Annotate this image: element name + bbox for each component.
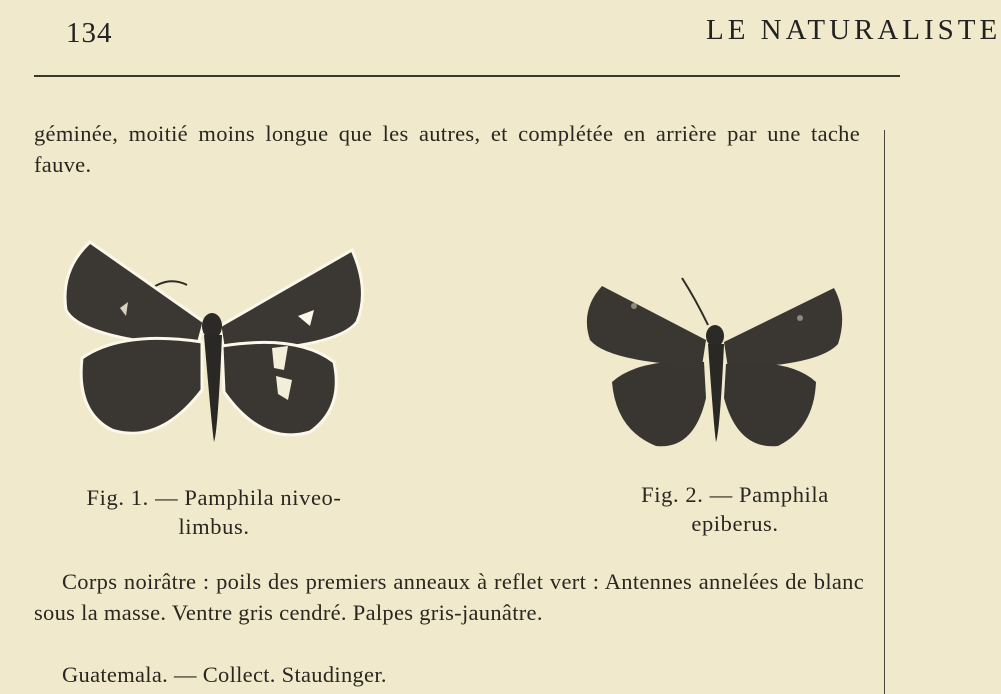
figure-2-caption — [590, 480, 880, 538]
page-number: 134 — [66, 17, 113, 49]
body-paragraph: géminée, moitié moins longue que les autres, et complétée en arrière par une tache fauve. — [34, 121, 860, 177]
column-rule — [884, 130, 885, 694]
caption-line: Fig. 1. — Pamphila niveo- — [86, 485, 342, 510]
caption-line: limbus. — [178, 514, 250, 539]
caption-line: Fig. 2. — Pamphila — [641, 482, 829, 507]
body-paragraph: Corps noirâtre : poils des premiers anneaux à reflet vert : Antennes annelées de blanc sous la masse. Ventre gris cendré. Palpes gris-jaunâtre. — [34, 569, 864, 625]
body-paragraph: Guatemala. — Collect. Staudinger. — [62, 662, 387, 687]
figure-1-butterfly-illustration — [52, 230, 372, 455]
figure-1-caption — [30, 483, 398, 541]
caption-line: epiberus. — [691, 511, 779, 536]
header-rule — [34, 75, 900, 77]
running-head: LE NATURALISTE — [706, 14, 1001, 46]
figure-2-butterfly-illustration — [578, 270, 853, 460]
